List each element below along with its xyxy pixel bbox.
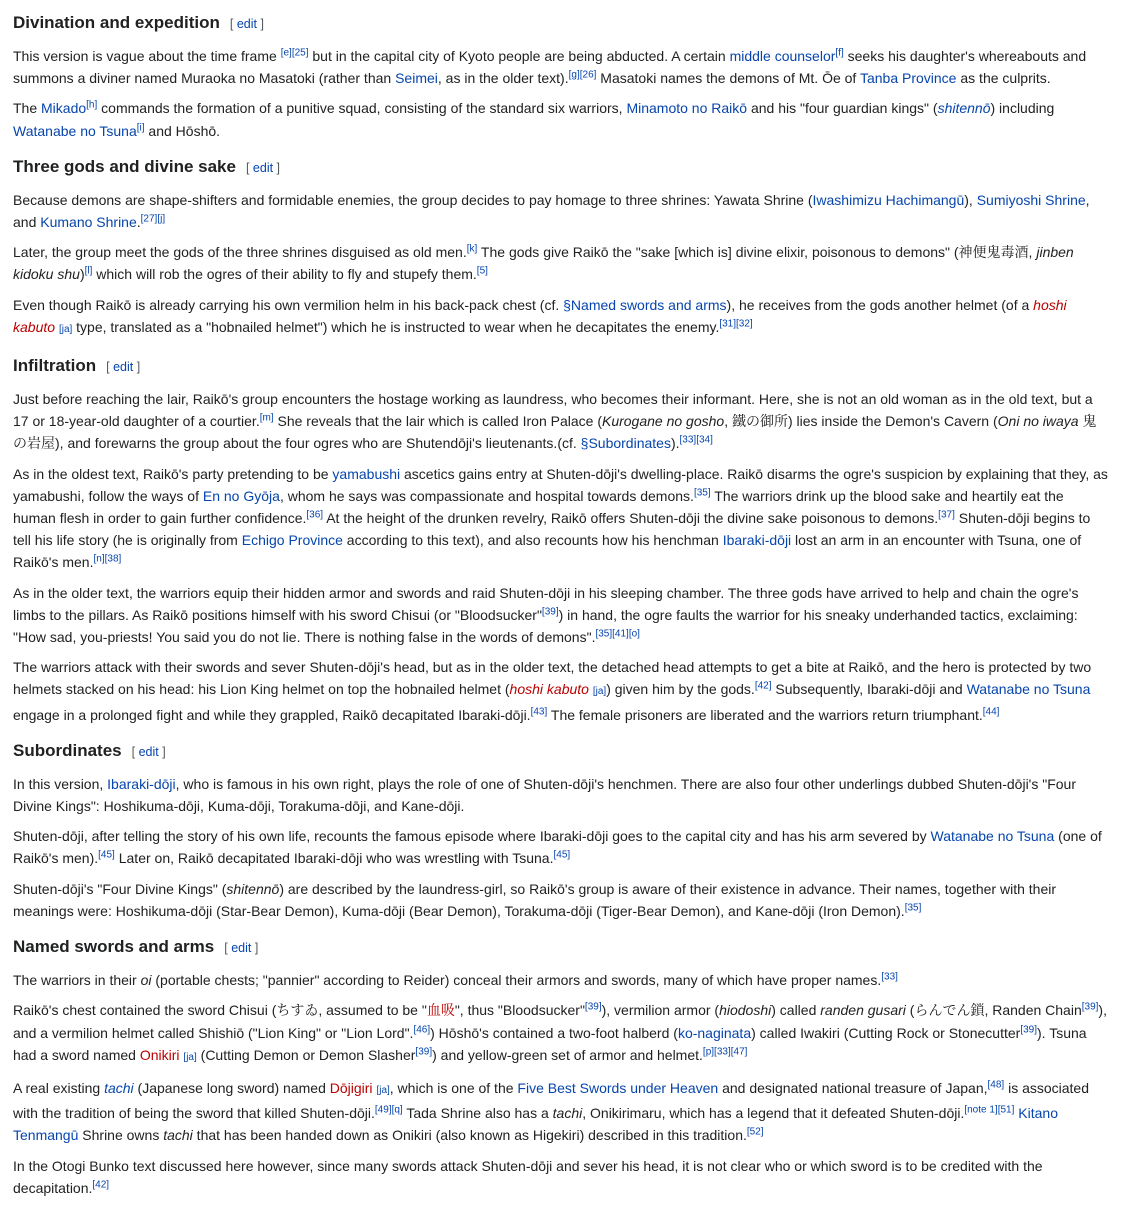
text-run: The warriors drink up the blood sake and heartily eat the human flesh in order to gain further confidence. <box>13 487 1064 527</box>
text-run: (らんでん鎖, Randen Chain <box>905 1002 1082 1019</box>
section-title: Divination and expedition <box>13 13 220 32</box>
text-run: Shrine owns <box>78 1127 164 1144</box>
text-run: ). <box>670 435 680 452</box>
text-run: , 鐵の御所) lies inside the Demon's Cavern ( <box>724 413 998 430</box>
citation-link[interactable]: [q] <box>391 1104 403 1116</box>
section-heading <box>13 355 1108 378</box>
citation-link[interactable]: [35] <box>693 487 711 499</box>
text-run: , as in the older text). <box>437 70 569 87</box>
section-heading <box>13 936 1108 959</box>
text-run: She reveals that the lair which is called Iron Palace ( <box>273 413 602 430</box>
wiki-link[interactable]: shitennō <box>937 100 991 117</box>
text-run: Masatoki names the demons of Mt. Ōe of <box>596 70 860 87</box>
text-run: Later on, Raikō decapitated Ibaraki-dōji who was wrestling with Tsuna. <box>114 850 554 867</box>
citation-link[interactable]: [36] <box>306 509 324 521</box>
paragraph <box>13 582 1108 649</box>
text-run: and designated national treasure of Japan, <box>718 1079 988 1096</box>
citation-link[interactable]: [43] <box>530 706 548 718</box>
paragraph <box>13 1077 1108 1147</box>
section-heading <box>13 12 1108 35</box>
citation <box>585 1002 602 1013</box>
paragraph <box>13 463 1108 574</box>
edit-section-link[interactable]: edit <box>138 744 159 759</box>
text-run: ) called Iwakiri (Cutting Rock or Stonecutter <box>751 1024 1021 1041</box>
citation-link[interactable]: [52] <box>746 1126 764 1138</box>
citation <box>141 213 158 224</box>
paragraph <box>13 1155 1108 1199</box>
text-run: commands the formation of a punitive squad, consisting of the standard six warriors, <box>97 100 627 117</box>
section-title: Three gods and divine sake <box>13 156 236 176</box>
text-run: , and <box>13 191 1090 231</box>
interlanguage-link[interactable]: [ja] <box>183 1051 197 1063</box>
edit-section-link-wrapper: [ edit ] <box>106 360 141 375</box>
citation-link[interactable]: [39] <box>1020 1023 1038 1035</box>
citation-link[interactable]: [33] <box>679 434 697 446</box>
citation-link[interactable]: [n] <box>93 553 105 565</box>
wiki-link[interactable]: Echigo Province <box>241 532 343 549</box>
citation <box>905 902 922 913</box>
paragraph <box>13 656 1108 726</box>
wiki-link[interactable]: Kitano Tenmangū <box>13 1105 1058 1144</box>
text-run: according to this text), and also recounts how his henchman <box>342 532 723 549</box>
wiki-link[interactable]: ko-naginata <box>677 1024 752 1041</box>
citation <box>477 266 488 277</box>
italic-term: jinben kidoku shu <box>13 244 1074 283</box>
citation-link[interactable]: [31] <box>719 318 737 330</box>
citation-link[interactable]: [g] <box>568 69 580 81</box>
interlanguage-wrapper <box>373 1080 390 1096</box>
citation <box>1082 1002 1099 1013</box>
text-run: ) called <box>771 1002 821 1019</box>
text-run: Just before reaching the lair, Raikō's group encounters the hostage working as laundress, who becomes their informant. Here, she is not an old woman as in the old text, but a 17 or 18-year-old daughter of a courtier. <box>13 391 1093 430</box>
citation <box>157 213 165 224</box>
text-run: lost an arm in an encounter with Tsuna, one of Raikō's men. <box>13 532 1082 571</box>
section-heading <box>13 740 1108 763</box>
text-run: (portable chests; "pannier" according to Reider) conceal their armors and swords, many of which have proper names. <box>151 972 882 989</box>
citation <box>292 47 309 58</box>
section-divination <box>13 12 1108 142</box>
redlink[interactable]: hoshi kabuto <box>13 296 1067 335</box>
interlanguage-wrapper <box>589 681 606 697</box>
citation-link[interactable]: [o] <box>628 628 640 640</box>
text-run: (Cutting Demon or Demon Slasher <box>196 1046 416 1063</box>
text-run: (Japanese long sword) named <box>133 1079 330 1096</box>
wiki-link[interactable]: Seimei <box>395 70 438 87</box>
text-run: and Hōshō. <box>144 122 221 139</box>
text-run: , Onikirimaru, which has a legend that it defeated Shuten-dōji. <box>582 1105 965 1122</box>
citation-link[interactable]: [h] <box>86 99 98 111</box>
wiki-link[interactable]: Ibaraki-dōji <box>722 532 792 549</box>
section-title: Infiltration <box>13 356 97 376</box>
citation-link[interactable]: [42] <box>754 680 772 692</box>
italic-link-wrapper <box>104 1080 134 1096</box>
wiki-link[interactable]: Ibaraki-dōji <box>107 775 176 792</box>
text-run: ", thus "Bloodsucker" <box>454 1002 585 1019</box>
wiki-link[interactable]: En no Gyōja <box>202 487 280 504</box>
text-run: As in the oldest text, Raikō's party pretending to be <box>13 465 333 482</box>
italic-term: tachi <box>552 1105 583 1122</box>
citation <box>137 122 145 133</box>
citation <box>392 1104 403 1115</box>
text-run: As in the older text, the warriors equip their hidden armor and swords and raid Shuten-dōji in his sleeping chamber. The three gods have arrived to help and chain the ogre's limbs to the pillars. As Raikō positions himself with his sword Chisui (or "Bloodsucker" <box>13 584 1079 623</box>
citation <box>714 1046 731 1057</box>
text-run: as the culprits. <box>956 70 1051 87</box>
italic-term: Oni no iwaya <box>997 413 1079 430</box>
citation-link[interactable]: [32] <box>736 318 753 330</box>
citation <box>467 244 478 255</box>
citation-link[interactable]: [25] <box>291 47 309 59</box>
wiki-link[interactable]: yamabushi <box>332 465 401 482</box>
text-run: ) in hand, the ogre faults the warrior for his sneaky underhanded tactics, exclaiming: "How sad, you-priests! You said you do not lie. There is nothing false in the words of demons". <box>13 606 1078 646</box>
citation-link[interactable]: [k] <box>466 243 478 255</box>
paragraph <box>13 969 1108 991</box>
citation-link[interactable]: [note 1] <box>964 1104 998 1116</box>
citation <box>694 487 711 498</box>
paragraph <box>13 189 1108 233</box>
section-subordinates <box>13 740 1108 922</box>
text-run: ) are described by the laundress-girl, so Raikō's group is aware of their existence in advance. Their names, together with their meanings were: Hoshikuma-dōji (Star-Bear Demon), Kuma-dōji (Bear Demon), Torakuma-dōji (Tiger-Bear Demon), and Kane-dōji (Iron Demon). <box>13 880 1057 919</box>
citation <box>105 554 122 565</box>
redlink[interactable]: Dōjigiri <box>329 1079 373 1096</box>
text-run: type, translated as a "hobnailed helmet") which he is instructed to wear when he decapitates the enemy. <box>72 318 720 335</box>
interlanguage-link[interactable]: [ja] <box>58 323 73 335</box>
citation-link[interactable]: [45] <box>553 849 571 861</box>
citation-link[interactable]: [47] <box>730 1046 748 1058</box>
wiki-link[interactable]: Watanabe no Tsuna <box>930 828 1055 845</box>
wiki-link[interactable]: Watanabe no Tsuna <box>966 681 1091 698</box>
text-run: 鬼の岩屋), and forewarns the group about the four ogres who are Shutendōji's lieutenants.(cf. <box>13 413 1097 452</box>
citation <box>531 706 548 717</box>
citation <box>835 47 843 58</box>
text-run: ) Hōshō's contained a two-foot halberd ( <box>430 1024 678 1041</box>
edit-section-link-wrapper: [ edit ] <box>229 17 264 31</box>
citation <box>260 413 274 424</box>
redlink[interactable]: hoshi kabuto <box>509 681 589 698</box>
citation-link[interactable]: [44] <box>982 706 1000 718</box>
citation <box>281 47 292 58</box>
redlink[interactable]: Onikiri <box>139 1046 180 1063</box>
citation <box>569 70 580 81</box>
text-run: Tada Shrine also has a <box>402 1105 553 1122</box>
wiki-link[interactable]: §Subordinates <box>580 435 671 452</box>
text-run: Raikō's chest contained the sword Chisui (ちすゐ, assumed to be " <box>13 1002 427 1019</box>
edit-section-link-wrapper: [ edit ] <box>245 160 281 175</box>
text-run: but in the capital city of Kyoto people are being abducted. A certain <box>308 48 730 64</box>
citation <box>612 628 629 639</box>
citation-link[interactable]: [f] <box>835 47 844 59</box>
wiki-link[interactable]: Watanabe no Tsuna <box>13 122 137 139</box>
section-infiltration <box>13 355 1108 726</box>
citation-link[interactable]: [42] <box>92 1179 110 1191</box>
text-run: ), vermilion armor ( <box>601 1002 720 1019</box>
paragraph <box>13 878 1108 922</box>
citation-link[interactable]: [l] <box>84 265 93 277</box>
wiki-link[interactable]: Mikado <box>41 100 87 117</box>
citation <box>983 706 1000 717</box>
citation-link[interactable]: [e] <box>280 47 292 59</box>
text-run: which will rob the ogres of their ability to fly and stupefy them. <box>92 266 477 283</box>
citation-link[interactable]: [33] <box>881 971 898 983</box>
edit-section-link[interactable]: edit <box>236 17 257 31</box>
citation <box>964 1104 997 1115</box>
interlanguage-wrapper <box>55 319 72 335</box>
citation <box>696 435 713 446</box>
wiki-link[interactable]: tachi <box>104 1079 134 1096</box>
paragraph <box>13 241 1108 285</box>
italic-term: tachi <box>163 1127 193 1144</box>
italic-term: Kurogane no gosho <box>601 413 725 430</box>
citation-link[interactable]: [39] <box>541 606 559 618</box>
text-run: Shuten-dōji's "Four Divine Kings" ( <box>13 880 227 897</box>
interlanguage-link[interactable]: [ja] <box>376 1084 390 1096</box>
italic-term: shitennō <box>226 880 280 897</box>
citation <box>413 1024 430 1035</box>
citation <box>580 70 597 81</box>
citation-link[interactable]: [46] <box>413 1023 431 1035</box>
section-named-swords <box>13 936 1108 1199</box>
text-run: ascetics gains entry at Shuten-dōji's dwelling-place. Raikō disarms the ogre's suspicion by explaining that they, as yamabushi, follow the ways of <box>13 465 1108 504</box>
text-run: ) given him by the gods. <box>606 681 755 698</box>
text-run: Even though Raikō is already carrying his own vermilion helm in his back-pack chest (cf. <box>13 296 564 313</box>
edit-section-link[interactable]: edit <box>113 360 134 375</box>
citation-link[interactable]: [35] <box>904 902 922 914</box>
interlanguage-link[interactable]: [ja] <box>592 686 607 698</box>
italic-link-wrapper <box>510 681 589 697</box>
text-run: In the Otogi Bunko text discussed here however, since many swords attack Shuten-dōji and sever his head, it is not clear who or which sword is to be credited with the decapitation. <box>13 1157 1043 1196</box>
citation-link[interactable]: [j] <box>157 213 166 225</box>
text-run: seeks his daughter's whereabouts and summons a diviner named Muraoka no Masatoki (rather than <box>13 48 1087 87</box>
text-run: The gods give Raikō the "sake [which is] divine elixir, poisonous to demons" (神便鬼毒酒, <box>477 244 1037 261</box>
paragraph <box>13 294 1108 341</box>
italic-term: randen gusari <box>820 1002 906 1019</box>
paragraph <box>13 773 1108 817</box>
wiki-link[interactable]: Minamoto no Raikō <box>626 100 748 117</box>
wiki-link[interactable]: Tanba Province <box>859 70 957 87</box>
text-run: ) including <box>990 100 1055 117</box>
citation <box>755 681 772 692</box>
wiki-link[interactable]: §Named swords and arms <box>563 296 727 313</box>
citation <box>881 971 898 982</box>
text-run: Shuten-dōji begins to tell his life story (he is originally from <box>13 510 1091 549</box>
citation-link[interactable]: [p] <box>702 1046 715 1058</box>
citation-link[interactable]: [39] <box>415 1046 433 1058</box>
section-title: Subordinates <box>13 740 122 760</box>
citation-link[interactable]: [i] <box>136 121 145 133</box>
edit-section-link[interactable]: edit <box>252 160 274 175</box>
text-run: ) <box>79 266 85 283</box>
text-run: ), and a vermilion helmet called Shishiō ("Lion King" or "Lion Lord". <box>13 1002 1107 1041</box>
edit-section-link-wrapper: [ edit ] <box>131 744 166 759</box>
section-heading <box>13 156 1108 179</box>
text-run: . <box>136 214 141 231</box>
citation-link[interactable]: [45] <box>98 849 115 861</box>
citation <box>542 606 559 617</box>
section-title: Named swords and arms <box>13 937 215 957</box>
citation <box>92 1179 109 1190</box>
citation-link[interactable]: [48] <box>987 1079 1005 1091</box>
text-run: and his "four guardian kings" ( <box>747 100 938 117</box>
italic-term: hiodoshi <box>719 1002 772 1019</box>
citation <box>86 100 97 111</box>
paragraph <box>13 999 1108 1069</box>
wiki-link[interactable]: middle counselor <box>729 48 836 64</box>
edit-section-link[interactable]: edit <box>231 941 252 956</box>
section-three-gods <box>13 156 1108 341</box>
wiki-link[interactable]: Kumano Shrine <box>40 214 137 231</box>
citation <box>629 628 640 639</box>
citation-link[interactable]: [5] <box>476 265 488 277</box>
citation <box>938 509 955 520</box>
text-run: is associated with the tradition of being the sword that killed Shuten-dōji. <box>13 1079 1090 1122</box>
text-run: that has been handed down as Onikiri (also known as Higekiri) described in this tradition. <box>192 1127 747 1144</box>
paragraph <box>13 45 1108 89</box>
citation-link[interactable]: [m] <box>259 412 274 424</box>
text-run: Later, the group meet the gods of the three shrines disguised as old men. <box>13 244 467 261</box>
text-run: ) and yellow-green set of armor and helmet. <box>432 1046 703 1063</box>
citation-link[interactable]: [35] <box>595 628 613 640</box>
citation-link[interactable]: [49] <box>374 1104 392 1116</box>
paragraph <box>13 388 1108 455</box>
citation <box>998 1104 1015 1115</box>
text-run: ), <box>964 191 977 208</box>
italic-link-wrapper <box>938 100 991 116</box>
text-run: ), he receives from the gods another helmet (of a <box>726 296 1034 313</box>
interlanguage-wrapper <box>180 1047 197 1063</box>
text-run: engage in a prolonged fight and while they grappled, Raikō decapitated Ibaraki-dōji. <box>13 706 531 723</box>
citation <box>719 318 736 329</box>
citation <box>375 1104 392 1115</box>
text-run: , who is famous in his own right, plays the role of one of Shuten-dōji's henchmen. There are also four other underlings dubbed Shuten-dōji's "Four Divine Kings": Hoshikuma-dōji, Kuma-dōji, Torakuma-dōji, and Kane-dōji. <box>13 775 1076 815</box>
paragraph <box>13 97 1108 141</box>
citation-link[interactable]: [39] <box>1081 1001 1099 1013</box>
text-run: At the height of the drunken revelry, Raikō offers Shuten-dōji the divine sake poisonous to demons. <box>323 510 939 527</box>
citation <box>1020 1024 1037 1035</box>
citation-link[interactable]: [39] <box>584 1001 602 1013</box>
italic-term: oi <box>140 972 152 989</box>
citation <box>93 554 104 565</box>
citation <box>415 1046 432 1057</box>
paragraph <box>13 825 1108 869</box>
text-run: Subsequently, Ibaraki-dōji and <box>771 681 967 698</box>
text-run: The warriors attack with their swords and sever Shuten-dōji's head, but as in the older text, the detached head attempts to get a bite at Raikō, and the hero is protected by two helmets stacked on his head: his Lion King helmet on top the hobnailed helmet ( <box>13 659 1092 698</box>
citation-link[interactable]: [26] <box>579 69 597 81</box>
text-run: This version is vague about the time frame <box>13 48 281 64</box>
wiki-link[interactable]: Five Best Swords under Heaven <box>517 1079 719 1096</box>
citation-link[interactable]: [33] <box>714 1046 731 1058</box>
text-run: The warriors in their <box>13 972 141 989</box>
text-run: (one of Raikō's men). <box>13 828 1102 867</box>
citation <box>703 1046 714 1057</box>
article-body <box>0 12 1121 1199</box>
citation <box>747 1127 764 1138</box>
citation-link[interactable]: [38] <box>104 553 122 565</box>
citation <box>595 628 612 639</box>
citation-link[interactable]: [34] <box>696 434 713 446</box>
text-run: Shuten-dōji, after telling the story of his own life, recounts the famous episode where Ibaraki-dōji goes to the capital city and has his arm severed by <box>13 828 931 845</box>
text-run: In this version, <box>13 775 108 792</box>
text-run: , which is one of the <box>389 1079 518 1096</box>
citation <box>680 435 697 446</box>
redlink[interactable]: 血吸 <box>426 1002 455 1019</box>
edit-section-link-wrapper: [ edit ] <box>224 941 259 956</box>
citation <box>554 850 571 861</box>
citation <box>988 1079 1005 1090</box>
text-run: Because demons are shape-shifters and formidable enemies, the group decides to pay homage to three shrines: Yawata Shrine ( <box>13 191 813 208</box>
text-run: ). Tsuna had a sword named <box>13 1024 1087 1063</box>
citation <box>98 850 115 861</box>
citation <box>731 1046 748 1057</box>
text-run: The female prisoners are liberated and the warriors return triumphant. <box>547 706 983 723</box>
citation-link[interactable]: [51] <box>997 1104 1015 1116</box>
citation-link[interactable]: [27] <box>140 213 158 225</box>
citation <box>736 318 753 329</box>
wiki-link[interactable]: Sumiyoshi Shrine <box>976 191 1086 208</box>
text-run: , whom he says was compassionate and hospital towards demons. <box>279 487 694 504</box>
citation-link[interactable]: [37] <box>938 509 955 521</box>
citation <box>306 509 323 520</box>
citation-link[interactable]: [41] <box>612 628 629 640</box>
text-run: A real existing <box>13 1079 105 1096</box>
wiki-link[interactable]: Iwashimizu Hachimangū <box>812 191 965 208</box>
text-run: The <box>13 100 42 117</box>
